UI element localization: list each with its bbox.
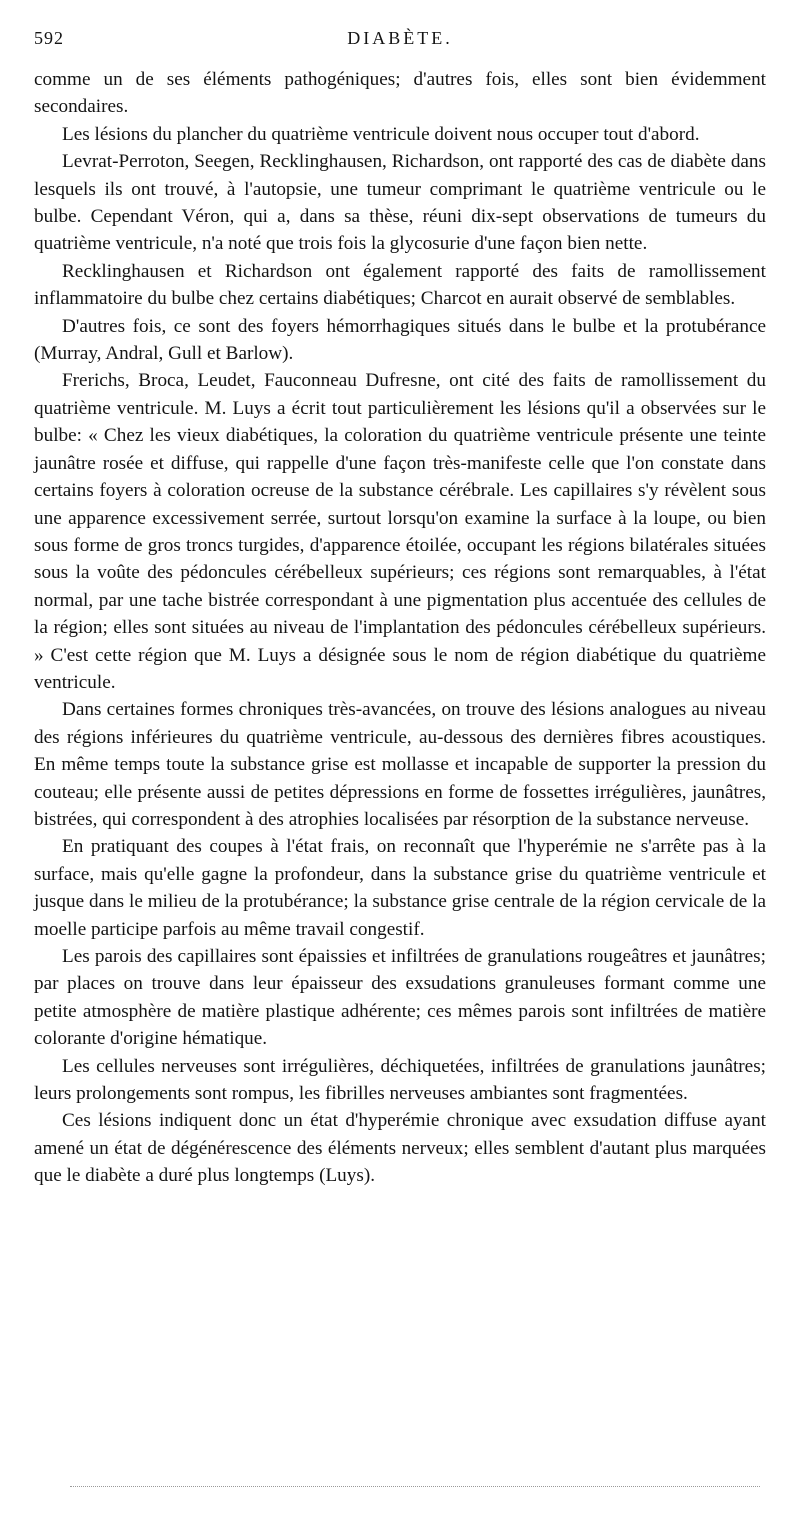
paragraph: En pratiquant des coupes à l'état frais, on reconnaît que l'hyperémie ne s'arrête pas à la surface, mais qu'elle gagne la profondeur, dans la substance grise du quatrième ventricule et jusque dans le milieu de la protubérance; la substance grise centrale de la région cervicale de la moelle participe parfois au même travail congestif. xyxy=(34,836,766,940)
paragraph: D'autres fois, ce sont des foyers hémorrhagiques situés dans le bulbe et la protubérance (Murray, Andral, Gull et Barlow). xyxy=(34,315,766,365)
running-title: DIABÈTE. xyxy=(347,28,453,48)
paragraph: Recklinghausen et Richardson ont également rapporté des faits de ramollissement inflammatoire du bulbe chez certains diabétiques; Charcot en aurait observé de semblables. xyxy=(34,260,766,310)
body-text xyxy=(34,66,766,1190)
paragraph: Ces lésions indiquent donc un état d'hyperémie chronique avec exsudation diffuse ayant amené un état de dégénérescence des éléments nerveux; elles semblent d'autant plus marquées que le diabète a duré plus longtemps (Luys). xyxy=(34,1110,766,1187)
page-number: 592 xyxy=(34,28,64,48)
paragraph: Les cellules nerveuses sont irrégulières, déchiquetées, infiltrées de granulations jaunâtres; leurs prolongements sont rompus, les fibrilles nerveuses ambiantes sont fragmentées. xyxy=(34,1055,766,1105)
paragraph: Les parois des capillaires sont épaissies et infiltrées de granulations rougeâtres et jaunâtres; par places on trouve dans leur épaisseur des exsudations granuleuses formant comme une petite atmosphère de matière plastique adhérente; ces mêmes parois sont infiltrées de matière colorante d'origine hématique. xyxy=(34,946,766,1050)
bottom-bleed-through-line xyxy=(70,1486,760,1487)
paragraph: Dans certaines formes chroniques très-avancées, on trouve des lésions analogues au niveau des régions inférieures du quatrième ventricule, au-dessous des dernières fibres acoustiques. En même temps toute la substance grise est mollasse et incapable de supporter la pression du couteau; elle présente aussi de petites dépressions en forme de fossettes irrégulières, jaunâtres, bistrées, qui correspondent à des atrophies localisées par résorption de la substance nerveuse. xyxy=(34,699,766,830)
page-header xyxy=(34,28,766,54)
paragraph: Les lésions du plancher du quatrième ventricule doivent nous occuper tout d'abord. xyxy=(62,123,700,145)
paragraph: Levrat-Perroton, Seegen, Recklinghausen, Richardson, ont rapporté des cas de diabète dans lesquels ils ont trouvé, à l'autopsie, une tumeur comprimant le quatrième ventricule ou le bulbe. Cependant Véron, qui a, dans sa thèse, réuni dix-sept observations de tumeurs du quatrième ventricule, n'a noté que trois fois la glycosurie d'une façon bien nette. xyxy=(34,151,766,255)
paragraph: comme un de ses éléments pathogéniques; d'autres fois, elles sont bien évidemment secondaires. xyxy=(34,69,766,118)
paragraph: Frerichs, Broca, Leudet, Fauconneau Dufresne, ont cité des faits de ramollissement du quatrième ventricule. M. Luys a écrit tout particulièrement les lésions qu'il a observées sur le bulbe: « Chez les vieux diabétiques, la coloration du quatrième ventricule présente une teinte jaunâtre rosée et diffuse, qui rappelle d'une façon très-manifeste celle que l'on constate dans certains foyers à coloration ocreuse de la substance cérébrale. Les capillaires s'y révèlent sous une apparence excessivement serrée, surtout lorsqu'on examine la surface à la loupe, ou bien sous forme de gros troncs turgides, d'apparence étoilée, occupant les régions bilatérales situées sous la voûte des pédoncules cérébelleux supérieurs; ces régions sont remarquables, à l'état normal, par une tache bistrée correspondant à une pigmentation plus accentuée des cellules de la région; elles sont situées au niveau de l'implantation des pédoncules cérébelleux supérieurs. » C'est cette région que M. Luys a désignée sous le nom de région diabétique du quatrième ventricule. xyxy=(34,370,766,693)
book-page xyxy=(34,28,766,1190)
